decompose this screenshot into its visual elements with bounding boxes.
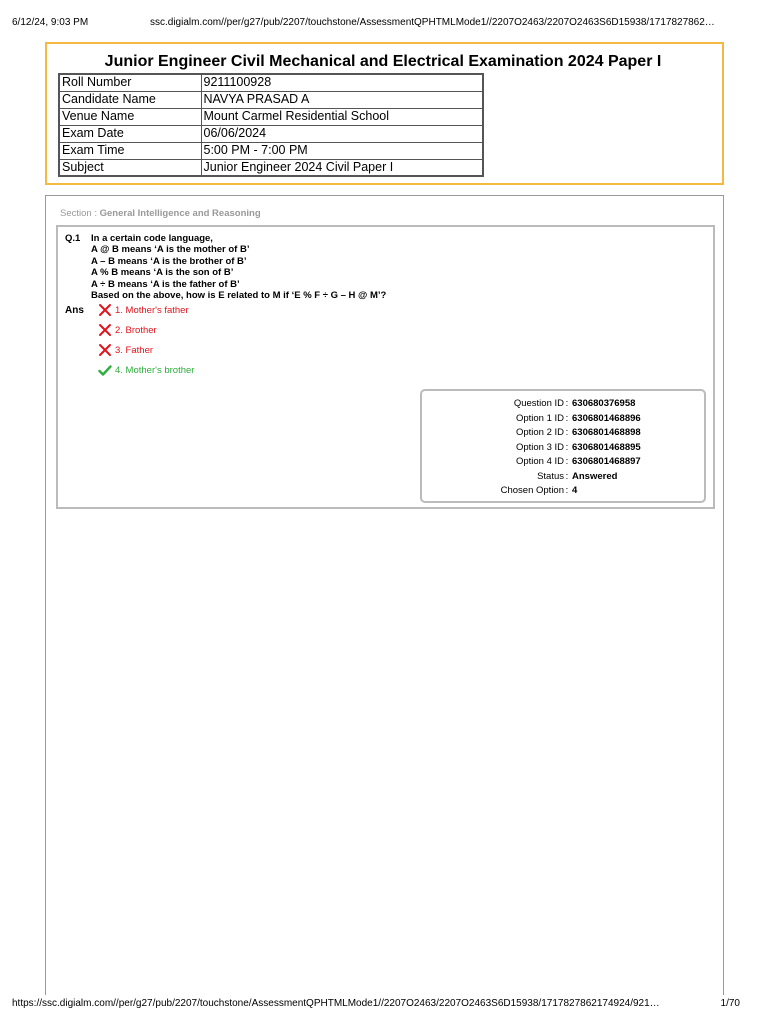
- table-row: [59, 74, 483, 91]
- meta-value: 6306801468895: [572, 441, 641, 453]
- meta-key: Question ID: [513, 398, 564, 409]
- meta-row: Status : Answered: [422, 471, 708, 482]
- section-name: General Intelligence and Reasoning: [99, 208, 261, 219]
- row-label: Exam Date: [59, 125, 201, 142]
- row-label: Subject: [59, 159, 201, 176]
- option-1: [98, 303, 189, 317]
- row-value: Mount Carmel Residential School: [201, 108, 483, 125]
- print-datetime: 6/12/24, 9:03 PM: [12, 17, 89, 28]
- footer-url[interactable]: https://ssc.digialm.com//per/g27/pub/2207/touchstone/AssessmentQPHTMLMode1//2207O2463/2207O2463S6D15938/1717827862174924/921…: [12, 998, 660, 1009]
- option-4: [98, 363, 194, 377]
- question-line: A @ B means ‘A is the mother of B’: [91, 244, 250, 256]
- cross-icon: [98, 343, 112, 357]
- row-value: 5:00 PM - 7:00 PM: [201, 142, 483, 159]
- cross-icon: [98, 323, 112, 337]
- meta-row: Option 2 ID : 6306801468898: [422, 427, 708, 438]
- row-value: 06/06/2024: [201, 125, 483, 142]
- print-footer: [12, 998, 740, 1009]
- option-2: [98, 323, 157, 337]
- meta-key: Option 2 ID: [515, 427, 564, 438]
- question-text: [91, 233, 386, 301]
- question-line: A – B means ‘A is the brother of B’: [91, 255, 247, 267]
- cross-icon: [98, 303, 112, 317]
- row-value: Junior Engineer 2024 Civil Paper I: [201, 159, 483, 176]
- meta-value: 630680376958: [572, 398, 636, 409]
- meta-key: Status: [537, 470, 564, 482]
- section-prefix: Section :: [60, 208, 100, 219]
- meta-key: Option 4 ID: [515, 456, 564, 467]
- table-row: [59, 108, 483, 125]
- exam-title: Junior Engineer Civil Mechanical and Electrical Examination 2024 Paper I: [104, 53, 662, 70]
- question-line: A % B means ‘A is the son of B’: [91, 267, 234, 279]
- section-panel: [45, 195, 724, 995]
- table-row: [59, 142, 483, 159]
- candidate-info-box: [45, 42, 724, 185]
- meta-row: Option 4 ID : 6306801468897: [422, 456, 708, 467]
- page-number: 1/70: [720, 998, 740, 1009]
- option-label: 4. Mother's brother: [115, 364, 195, 376]
- print-url[interactable]: ssc.digialm.com//per/g27/pub/2207/touchstone/AssessmentQPHTMLMode1//2207O2463/2207O2463S6D15938/1717827862…: [150, 17, 715, 28]
- meta-value: 6306801468897: [572, 456, 641, 467]
- meta-key: Option 1 ID: [515, 412, 564, 424]
- print-header: [12, 17, 740, 28]
- row-label: Candidate Name: [59, 91, 201, 108]
- meta-value: 6306801468898: [572, 427, 641, 438]
- check-icon: [98, 363, 112, 377]
- meta-key: Option 3 ID: [515, 441, 564, 453]
- table-row: [59, 91, 483, 108]
- row-value: NAVYA PRASAD A: [201, 91, 483, 108]
- row-value: 9211100928: [201, 74, 483, 91]
- candidate-info-table: [58, 73, 484, 177]
- meta-row: Question ID : 630680376958: [422, 398, 708, 409]
- row-label: Exam Time: [59, 142, 201, 159]
- option-label: 1. Mother's father: [115, 304, 189, 316]
- table-row: [59, 159, 483, 176]
- meta-value: 4: [572, 485, 578, 496]
- question-meta-box: [420, 389, 706, 503]
- row-label: Roll Number: [59, 74, 201, 91]
- answer-label: Ans: [65, 305, 84, 316]
- meta-row: Option 1 ID : 6306801468896: [422, 413, 708, 424]
- table-row: [59, 125, 483, 142]
- option-label: 2. Brother: [115, 324, 157, 336]
- question-number: Q.1: [65, 233, 81, 244]
- question-line: In a certain code language,: [91, 233, 213, 244]
- row-label: Venue Name: [59, 108, 201, 125]
- question-line: A ÷ B means ‘A is the father of B’: [91, 278, 240, 290]
- question-box: [56, 225, 715, 509]
- meta-value: Answered: [572, 470, 618, 482]
- section-title: [60, 208, 261, 219]
- option-label: 3. Father: [115, 344, 154, 356]
- question-line: Based on the above, how is E related to M if ‘E % F ÷ G – H @ M’?: [91, 290, 387, 302]
- option-3: [98, 343, 153, 357]
- meta-value: 6306801468896: [572, 412, 641, 424]
- meta-row: Chosen Option : 4: [422, 485, 708, 496]
- meta-key: Chosen Option: [500, 485, 564, 496]
- meta-row: Option 3 ID : 6306801468895: [422, 442, 708, 453]
